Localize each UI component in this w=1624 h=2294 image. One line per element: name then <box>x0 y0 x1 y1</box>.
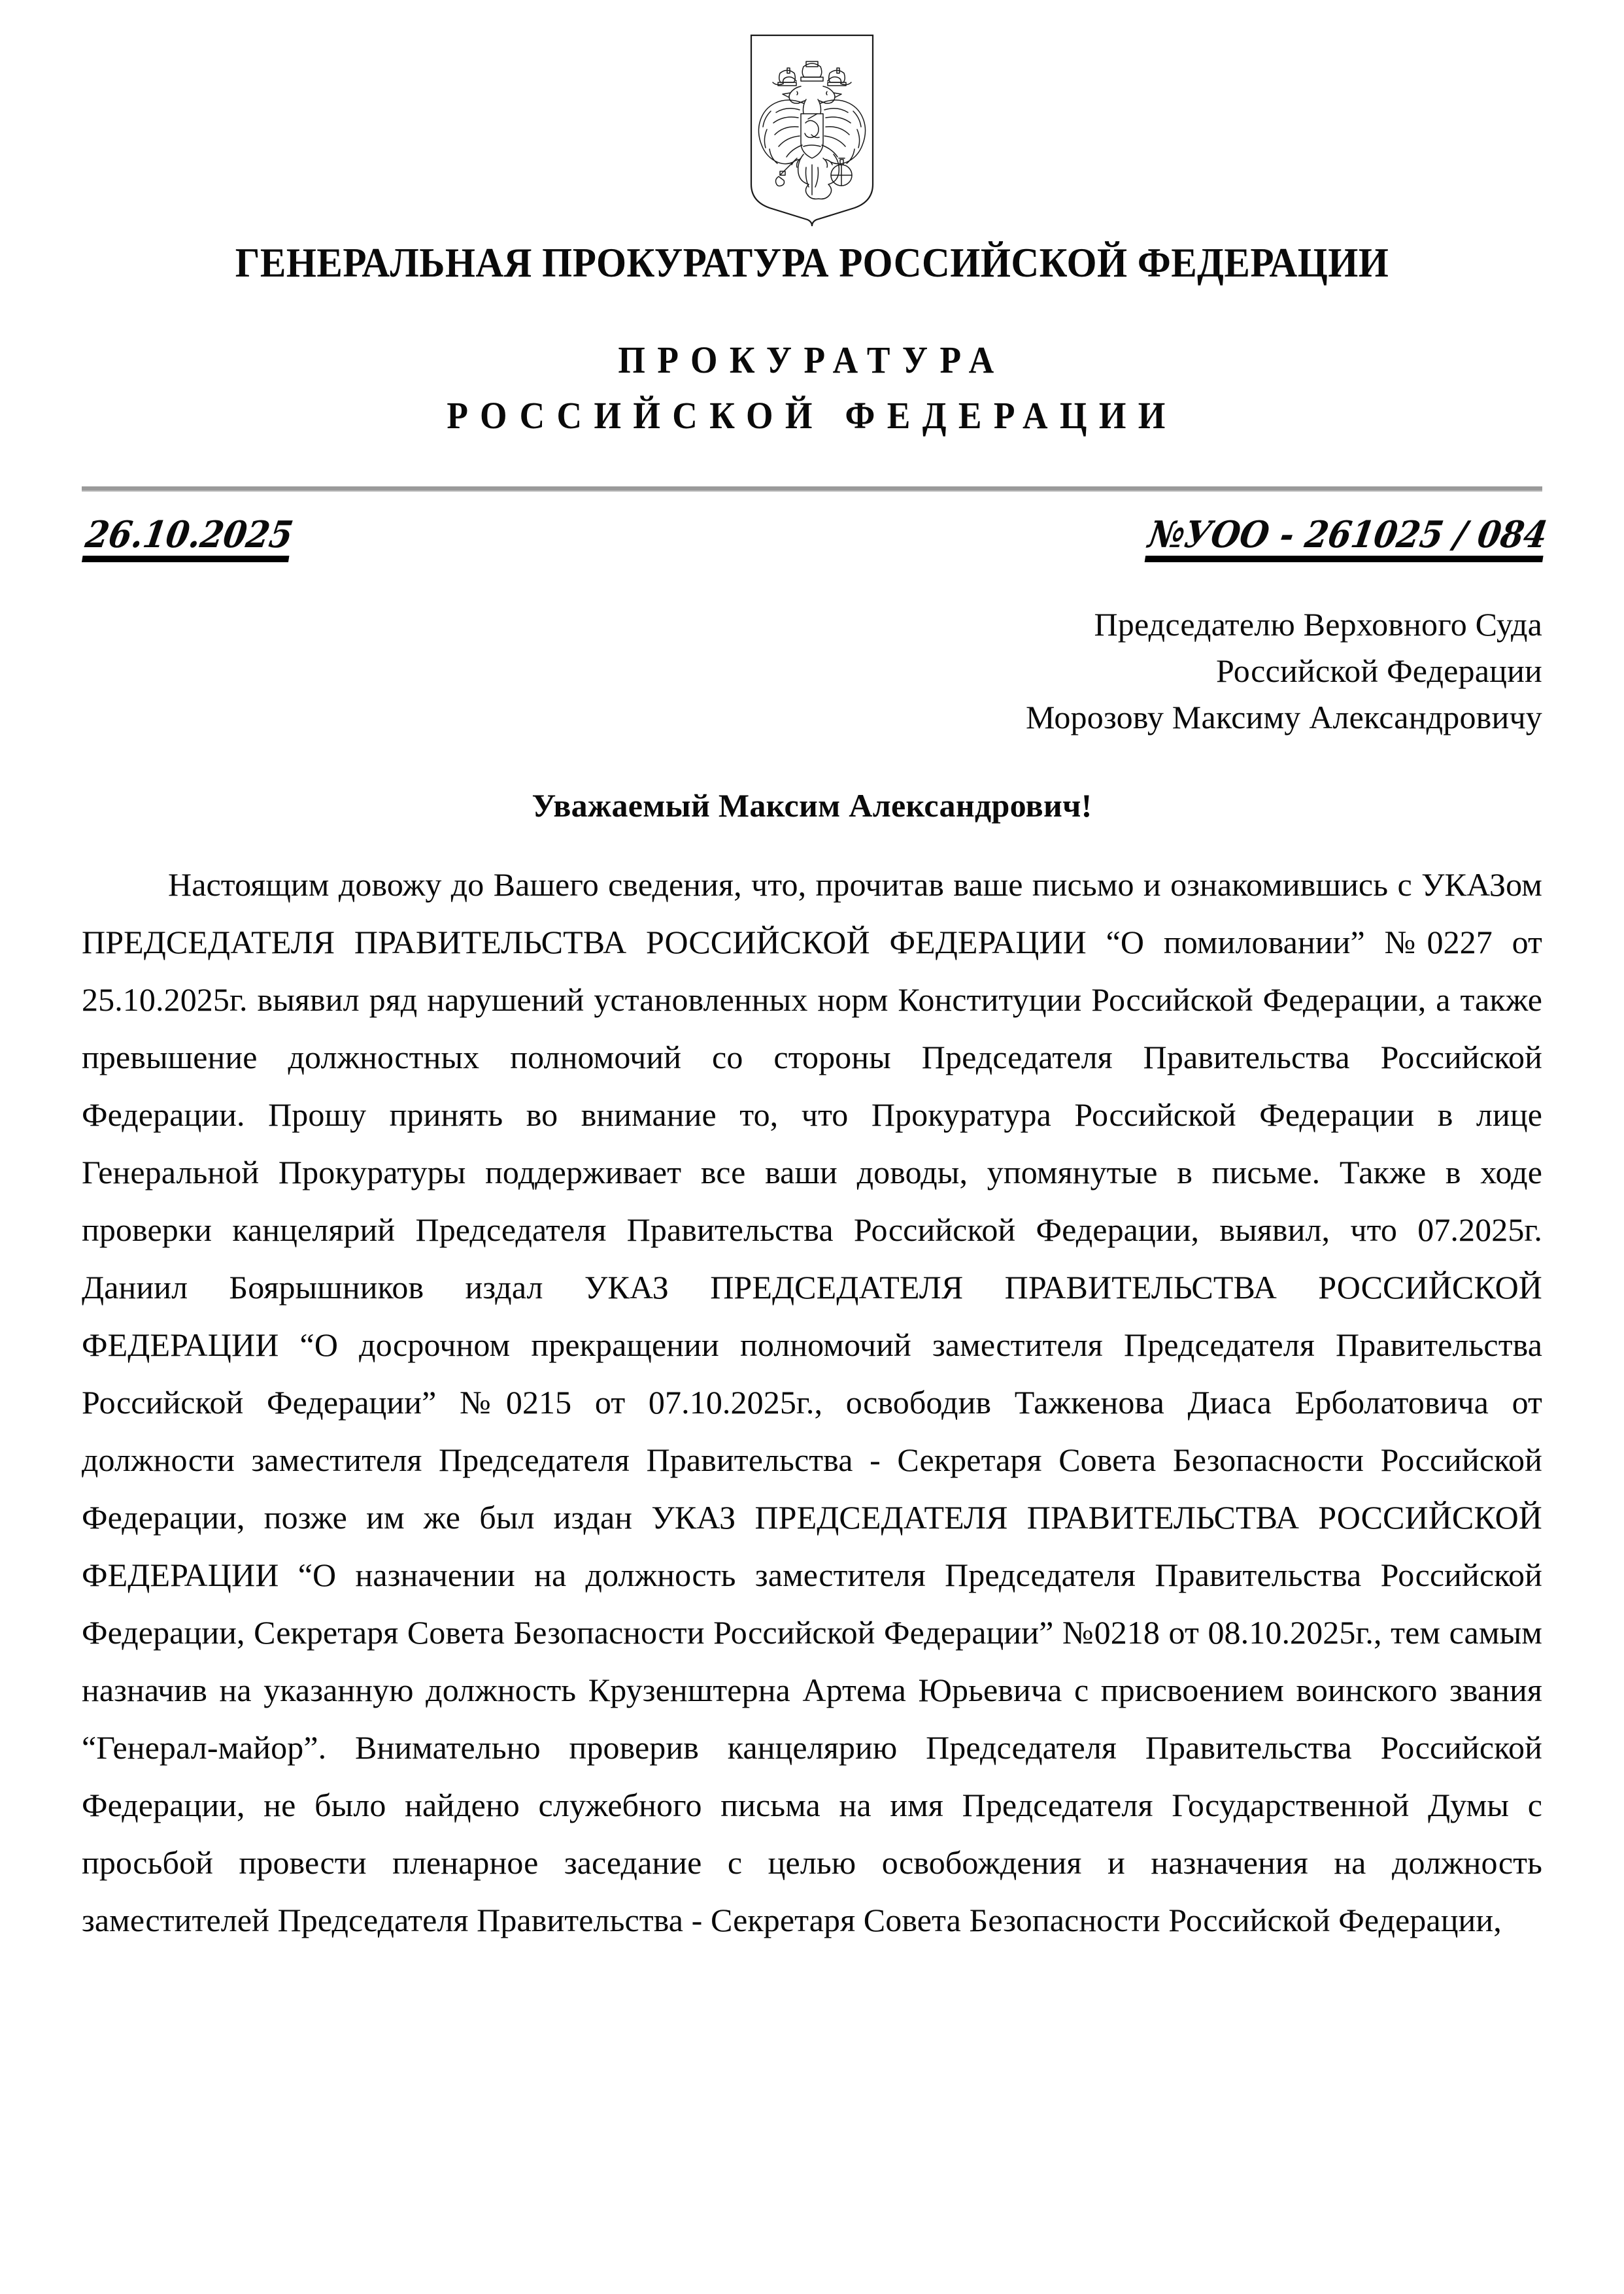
reference-row <box>82 513 1550 579</box>
addressee-block <box>82 601 1542 741</box>
emblem-container <box>82 0 1542 226</box>
document-date-container <box>82 513 311 562</box>
document-date: 26.10.2025 <box>82 516 296 562</box>
russian-federation-coat-of-arms-icon <box>743 30 881 226</box>
department-title-line-2: РОССИЙСКОЙ ФЕДЕРАЦИИ <box>447 394 1177 437</box>
addressee-line-1: Председателю Верховного Суда <box>1094 606 1542 643</box>
addressee-line-2: Российской Федерации <box>1215 652 1542 690</box>
document-number-container <box>1100 513 1550 562</box>
department-title-block <box>82 337 1542 439</box>
department-title-line-1: ПРОКУРАТУРА <box>618 339 1006 382</box>
organization-title: ГЕНЕРАЛЬНАЯ ПРОКУРАТУРА РОССИЙСКОЙ ФЕДЕРАЦИИ <box>235 240 1389 286</box>
header-divider <box>82 486 1542 492</box>
addressee-line-3: Морозову Максиму Александровичу <box>1025 699 1542 736</box>
body-paragraph: Настоящим довожу до Вашего сведения, что, прочитав ваше письмо и ознакомившись с УКАЗом ПРЕДСЕДАТЕЛЯ ПРАВИТЕЛЬСТВА РОССИЙСКОЙ ФЕДЕРАЦИИ “О помиловании” №0227 от 25.10.2025г. выявил ряд нарушений установленных норм Конституции Российской Федерации, а также превышение должностных полномочий со стороны Председателя Правительства Российской Федерации. Прошу принять во внимание то, что Прокуратура Российской Федерации в лице Генеральной Прокуратуры поддерживает все ваши доводы, упомянутые в письме. Также в ходе проверки канцелярий Председателя Правительства Российской Федерации, выявил, что 07.2025г. Даниил Боярышников издал УКАЗ ПРЕДСЕДАТЕЛЯ ПРАВИТЕЛЬСТВА РОССИЙСКОЙ ФЕДЕРАЦИИ “О досрочном прекращении полномочий заместителя Председателя Правительства Российской Федерации” №0215 от 07.10.2025г., освободив Тажкенова Диаса Ерболатовича от должности заместителя Председателя Правительства - Секретаря Совета Безопасности Российской Федерации, позже им же был издан УКАЗ ПРЕДСЕДАТЕЛЯ ПРАВИТЕЛЬСТВА РОССИЙСКОЙ ФЕДЕРАЦИИ “О назначении на должность заместителя Председателя Правительства Российской Федерации, Секретаря Совета Безопасности Российской Федерации” №0218 от 08.10.2025г., тем самым назначив на указанную должность Крузенштерна Артема Юрьевича с присвоением воинского звания “Генерал-майор”. Внимательно проверив канцелярию Председателя Правительства Российской Федерации, не было найдено служебного письма на имя Председателя Государственной Думы с просьбой провести пленарное заседание с целью освобождения и назначения на должность заместителей Председателя Правительства - Секретаря Совета Безопасности Российской Федерации, <box>82 866 1542 1939</box>
salutation: Уважаемый Максим Александрович! <box>532 787 1092 824</box>
document-number: №УОО - 261025 / 084 <box>1144 516 1549 562</box>
